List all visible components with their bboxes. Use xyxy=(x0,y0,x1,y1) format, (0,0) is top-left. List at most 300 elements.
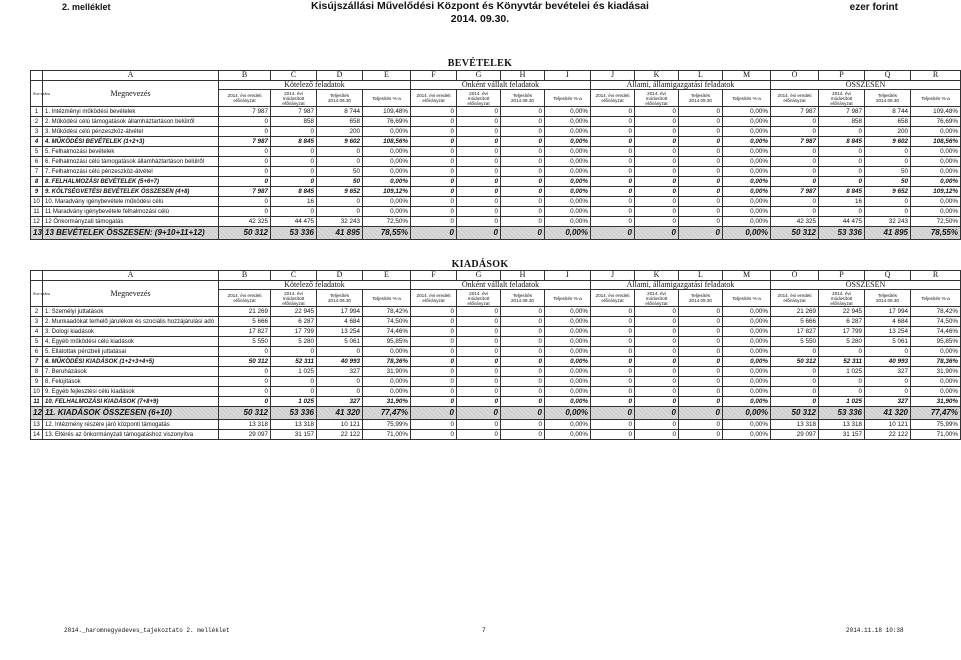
row-number: 5 xyxy=(31,337,43,347)
value-cell: 0 xyxy=(771,347,819,357)
value-cell: 0 xyxy=(679,217,723,227)
sub-header-cell: Teljesítés 2014.09.30 xyxy=(501,90,545,107)
value-cell: 0,00% xyxy=(545,387,591,397)
value-cell: 0 xyxy=(679,347,723,357)
table-row xyxy=(31,357,961,367)
column-letter: L xyxy=(679,271,723,281)
sub-header-cell: Teljesítés 2014.09.30 xyxy=(865,90,911,107)
value-cell: 0 xyxy=(501,420,545,430)
row-label: 9. KÖLTSÉGVETÉSI BEVÉTELEK ÖSSZESEN (4+8) xyxy=(43,187,219,197)
value-cell: 0 xyxy=(819,387,865,397)
value-cell: 0 xyxy=(501,127,545,137)
value-cell: 0 xyxy=(457,367,501,377)
sub-header-cell: 2014. évi eredeti előirányzat xyxy=(591,290,635,307)
value-cell: 0,00% xyxy=(545,307,591,317)
value-cell: 0 xyxy=(411,197,457,207)
value-cell: 0 xyxy=(591,217,635,227)
value-cell: 0 xyxy=(635,107,679,117)
row-number: 10 xyxy=(31,387,43,397)
value-cell: 0 xyxy=(501,387,545,397)
value-cell: 0 xyxy=(317,197,363,207)
column-letter: C xyxy=(271,271,317,281)
group-header-row xyxy=(31,81,961,90)
table-row xyxy=(31,337,961,347)
value-cell: 0 xyxy=(591,387,635,397)
value-cell: 0 xyxy=(771,377,819,387)
value-cell: 0 xyxy=(457,327,501,337)
value-cell: 74,50% xyxy=(911,317,961,327)
sub-header-cell: 2014. évi módosított előirányzat xyxy=(819,90,865,107)
value-cell: 0,00% xyxy=(363,347,411,357)
value-cell: 53 336 xyxy=(819,407,865,420)
value-cell: 0 xyxy=(457,197,501,207)
value-cell: 22 945 xyxy=(819,307,865,317)
value-cell: 0 xyxy=(865,197,911,207)
value-cell: 0 xyxy=(635,227,679,240)
value-cell: 53 336 xyxy=(819,227,865,240)
value-cell: 0,00% xyxy=(723,137,771,147)
column-letter: F xyxy=(411,71,457,81)
row-label: 2. Munkaadókat terhelő járulékok és szociális hozzájárulási adó xyxy=(43,317,219,327)
value-cell: 0,00% xyxy=(723,107,771,117)
value-cell: 0,00% xyxy=(363,177,411,187)
value-cell: 7 987 xyxy=(771,187,819,197)
table-row xyxy=(31,387,961,397)
value-cell: 0,00% xyxy=(545,197,591,207)
value-cell: 9 652 xyxy=(865,187,911,197)
value-cell: 0 xyxy=(679,387,723,397)
value-cell: 0,00% xyxy=(545,207,591,217)
value-cell: 5 666 xyxy=(771,317,819,327)
column-letter: I xyxy=(545,71,591,81)
value-cell: 0 xyxy=(219,147,271,157)
value-cell: 0 xyxy=(501,167,545,177)
value-cell: 0 xyxy=(771,367,819,377)
value-cell: 0 xyxy=(271,207,317,217)
sub-header-cell: 2014. évi módosított előirányzat xyxy=(457,90,501,107)
row-label: 12. Intézmény részére járó központi támogatás xyxy=(43,420,219,430)
value-cell: 0 xyxy=(271,147,317,157)
value-cell: 31 157 xyxy=(819,430,865,440)
value-cell: 52 311 xyxy=(271,357,317,367)
corner-cell xyxy=(31,271,43,281)
value-cell: 0 xyxy=(411,357,457,367)
sub-header-cell: Teljesítés 2014.09.30 xyxy=(317,90,363,107)
sub-header-cell: 2014. évi eredeti előirányzat xyxy=(771,290,819,307)
value-cell: 4 684 xyxy=(865,317,911,327)
value-cell: 0 xyxy=(411,407,457,420)
value-cell: 0 xyxy=(457,430,501,440)
value-cell: 31 157 xyxy=(271,430,317,440)
value-cell: 0 xyxy=(219,377,271,387)
row-label: 2. Működési célú támogatások államháztartáson belülről xyxy=(43,117,219,127)
row-label: 5. Felhalmozási bevételek xyxy=(43,147,219,157)
value-cell: 0 xyxy=(411,420,457,430)
value-cell: 0 xyxy=(317,157,363,167)
value-cell: 0,00% xyxy=(723,217,771,227)
value-cell: 0 xyxy=(219,177,271,187)
value-cell: 0,00% xyxy=(545,317,591,327)
value-cell: 31,90% xyxy=(911,367,961,377)
unit-label: ezer forint xyxy=(849,2,898,13)
value-cell: 0,00% xyxy=(723,147,771,157)
value-cell: 40 993 xyxy=(317,357,363,367)
value-cell: 0 xyxy=(679,187,723,197)
group-header: ÖSSZESEN xyxy=(771,281,961,290)
value-cell: 0 xyxy=(679,197,723,207)
value-cell: 0,00% xyxy=(911,177,961,187)
row-label: 13 BEVÉTELEK ÖSSZESEN: (9+10+11+12) xyxy=(43,227,219,240)
value-cell: 858 xyxy=(271,117,317,127)
table-row xyxy=(31,137,961,147)
value-cell: 0,00% xyxy=(911,347,961,357)
row-number: 12 xyxy=(31,217,43,227)
footer-filename: 2014._haromnegyedeves_tajekoztato 2. melléklet xyxy=(64,627,230,634)
expenditure-table xyxy=(30,270,961,440)
table-row xyxy=(31,177,961,187)
row-number: 9 xyxy=(31,187,43,197)
sub-header-cell: Teljesítés 2014.09.30 xyxy=(865,290,911,307)
value-cell: 0,00% xyxy=(723,157,771,167)
value-cell: 1 025 xyxy=(819,367,865,377)
value-cell: 0 xyxy=(317,377,363,387)
value-cell: 8 744 xyxy=(317,107,363,117)
value-cell: 7 987 xyxy=(819,107,865,117)
row-number: 13 xyxy=(31,227,43,240)
value-cell: 0 xyxy=(457,137,501,147)
value-cell: 22 122 xyxy=(317,430,363,440)
table-row xyxy=(31,167,961,177)
row-number: 14 xyxy=(31,430,43,440)
value-cell: 31,90% xyxy=(363,397,411,407)
value-cell: 0 xyxy=(501,407,545,420)
value-cell: 5 280 xyxy=(819,337,865,347)
value-cell: 0 xyxy=(591,157,635,167)
value-cell: 0 xyxy=(679,137,723,147)
value-cell: 13 318 xyxy=(819,420,865,430)
value-cell: 0 xyxy=(591,177,635,187)
value-cell: 44 475 xyxy=(271,217,317,227)
value-cell: 0,00% xyxy=(545,347,591,357)
table-row xyxy=(31,307,961,317)
value-cell: 7 987 xyxy=(771,107,819,117)
value-cell: 0,00% xyxy=(363,167,411,177)
value-cell: 0 xyxy=(679,117,723,127)
value-cell: 0 xyxy=(591,407,635,420)
value-cell: 0 xyxy=(635,167,679,177)
table-row xyxy=(31,147,961,157)
value-cell: 0,00% xyxy=(723,397,771,407)
row-number: 12 xyxy=(31,407,43,420)
value-cell: 0 xyxy=(219,397,271,407)
value-cell: 0 xyxy=(501,137,545,147)
value-cell: 0 xyxy=(635,307,679,317)
value-cell: 0 xyxy=(679,367,723,377)
value-cell: 0 xyxy=(635,430,679,440)
value-cell: 327 xyxy=(317,367,363,377)
value-cell: 75,99% xyxy=(911,420,961,430)
value-cell: 0,00% xyxy=(545,367,591,377)
title-line-1: Kisújszállási Művelődési Központ és Könyvtár bevételei és kiadásai xyxy=(311,0,649,12)
value-cell: 50 312 xyxy=(219,357,271,367)
value-cell: 0 xyxy=(411,307,457,317)
row-number: 3 xyxy=(31,317,43,327)
value-cell: 0 xyxy=(819,147,865,157)
name-header: Megnevezés xyxy=(43,81,219,107)
sub-header-cell: Teljesítés %-a xyxy=(363,290,411,307)
value-cell: 76,69% xyxy=(363,117,411,127)
value-cell: 0,00% xyxy=(723,197,771,207)
value-cell: 0 xyxy=(771,207,819,217)
table-row xyxy=(31,327,961,337)
value-cell: 0 xyxy=(411,147,457,157)
value-cell: 0 xyxy=(771,117,819,127)
value-cell: 0,00% xyxy=(911,197,961,207)
value-cell: 0 xyxy=(635,337,679,347)
value-cell: 0 xyxy=(591,430,635,440)
value-cell: 0 xyxy=(271,377,317,387)
value-cell: 42 325 xyxy=(771,217,819,227)
column-letter: C xyxy=(271,71,317,81)
group-header: Önként vállalt feladatok xyxy=(411,281,591,290)
value-cell: 0 xyxy=(501,177,545,187)
value-cell: 5 061 xyxy=(865,337,911,347)
value-cell: 0 xyxy=(411,207,457,217)
value-cell: 0 xyxy=(771,177,819,187)
column-letter-row xyxy=(31,71,961,81)
value-cell: 0 xyxy=(635,217,679,227)
value-cell: 17 827 xyxy=(219,327,271,337)
revenue-table xyxy=(30,70,961,240)
table-row xyxy=(31,127,961,137)
value-cell: 7 987 xyxy=(271,107,317,117)
value-cell: 78,55% xyxy=(363,227,411,240)
value-cell: 42 325 xyxy=(219,217,271,227)
row-label: 7. Beruházások xyxy=(43,367,219,377)
value-cell: 0 xyxy=(679,127,723,137)
row-number: 7 xyxy=(31,357,43,367)
sub-header-cell: 2014. évi módosított előirányzat xyxy=(635,290,679,307)
sub-header-cell: 2014. évi eredeti előirányzat xyxy=(411,290,457,307)
value-cell: 0 xyxy=(679,397,723,407)
value-cell: 0 xyxy=(317,147,363,157)
row-label: 13. Eltérés az önkormányzati támogatáshoz viszonyítva xyxy=(43,430,219,440)
value-cell: 0 xyxy=(635,207,679,217)
value-cell: 0 xyxy=(591,307,635,317)
row-number: 9 xyxy=(31,377,43,387)
value-cell: 78,55% xyxy=(911,227,961,240)
value-cell: 74,50% xyxy=(363,317,411,327)
value-cell: 32 243 xyxy=(865,217,911,227)
value-cell: 0 xyxy=(635,327,679,337)
value-cell: 0 xyxy=(219,167,271,177)
value-cell: 21 269 xyxy=(771,307,819,317)
value-cell: 0 xyxy=(457,377,501,387)
value-cell: 71,00% xyxy=(363,430,411,440)
value-cell: 78,42% xyxy=(911,307,961,317)
value-cell: 0 xyxy=(819,167,865,177)
row-label: 11. KIADÁSOK ÖSSZESEN (6+10) xyxy=(43,407,219,420)
value-cell: 0,00% xyxy=(545,147,591,157)
value-cell: 72,50% xyxy=(363,217,411,227)
value-cell: 0 xyxy=(411,167,457,177)
value-cell: 0 xyxy=(679,207,723,217)
value-cell: 50 312 xyxy=(771,407,819,420)
sub-header-cell: Teljesítés %-a xyxy=(545,290,591,307)
value-cell: 0 xyxy=(635,347,679,357)
value-cell: 0 xyxy=(819,207,865,217)
row-label: 3. Működési célú pénzeszköz-átvétel xyxy=(43,127,219,137)
table-row xyxy=(31,367,961,377)
value-cell: 0 xyxy=(271,127,317,137)
value-cell: 0 xyxy=(679,227,723,240)
sub-header-cell: Teljesítés %-a xyxy=(723,90,771,107)
value-cell: 0 xyxy=(457,227,501,240)
value-cell: 0 xyxy=(501,377,545,387)
value-cell: 0,00% xyxy=(545,377,591,387)
value-cell: 0 xyxy=(501,107,545,117)
value-cell: 0 xyxy=(411,157,457,167)
sub-header-cell: 2014. évi módosított előirányzat xyxy=(271,290,317,307)
expenditure-title: KIADÁSOK xyxy=(451,259,509,270)
value-cell: 0 xyxy=(411,117,457,127)
value-cell: 13 318 xyxy=(271,420,317,430)
value-cell: 0 xyxy=(679,377,723,387)
value-cell: 658 xyxy=(865,117,911,127)
row-number-header: Sor-szám xyxy=(31,81,43,107)
row-number: 8 xyxy=(31,177,43,187)
value-cell: 0 xyxy=(411,327,457,337)
column-letter: D xyxy=(317,71,363,81)
value-cell: 0,00% xyxy=(545,217,591,227)
value-cell: 41 320 xyxy=(317,407,363,420)
value-cell: 17 994 xyxy=(317,307,363,317)
column-letter: Q xyxy=(865,271,911,281)
table-row xyxy=(31,420,961,430)
value-cell: 0 xyxy=(271,387,317,397)
footer-timestamp: 2014.11.18 10:38 xyxy=(846,627,904,634)
value-cell: 0 xyxy=(865,157,911,167)
value-cell: 0,00% xyxy=(363,197,411,207)
sub-header-cell: 2014. évi módosított előirányzat xyxy=(271,90,317,107)
row-label: 1. Személyi juttatások xyxy=(43,307,219,317)
value-cell: 200 xyxy=(317,127,363,137)
value-cell: 0,00% xyxy=(363,127,411,137)
value-cell: 7 987 xyxy=(219,137,271,147)
row-number: 3 xyxy=(31,127,43,137)
value-cell: 0,00% xyxy=(723,167,771,177)
value-cell: 31,90% xyxy=(363,367,411,377)
value-cell: 109,12% xyxy=(363,187,411,197)
value-cell: 13 254 xyxy=(317,327,363,337)
value-cell: 0,00% xyxy=(723,127,771,137)
value-cell: 0 xyxy=(591,207,635,217)
value-cell: 0,00% xyxy=(723,337,771,347)
value-cell: 95,85% xyxy=(911,337,961,347)
value-cell: 0 xyxy=(457,217,501,227)
value-cell: 0 xyxy=(457,337,501,347)
value-cell: 0,00% xyxy=(911,387,961,397)
value-cell: 0 xyxy=(501,227,545,240)
column-letter: D xyxy=(317,271,363,281)
row-number: 11 xyxy=(31,207,43,217)
row-number: 2 xyxy=(31,307,43,317)
value-cell: 0 xyxy=(501,317,545,327)
sub-header-cell: 2014. évi eredeti előirányzat xyxy=(591,90,635,107)
title-line-2: 2014. 09.30. xyxy=(450,13,510,25)
footer-page-number: 7 xyxy=(482,627,486,634)
value-cell: 109,48% xyxy=(363,107,411,117)
value-cell: 0 xyxy=(457,387,501,397)
value-cell: 13 318 xyxy=(771,420,819,430)
row-label: 10. Maradvány igénybevétele működési célú xyxy=(43,197,219,207)
row-number: 6 xyxy=(31,347,43,357)
group-header: Kötelező feladatok xyxy=(219,281,411,290)
row-number: 4 xyxy=(31,327,43,337)
value-cell: 29 097 xyxy=(219,430,271,440)
row-number: 13 xyxy=(31,420,43,430)
value-cell: 0 xyxy=(457,397,501,407)
row-label: 8. FELHALMOZÁSI BEVÉTELEK (5+6+7) xyxy=(43,177,219,187)
value-cell: 108,56% xyxy=(911,137,961,147)
column-letter: B xyxy=(219,271,271,281)
value-cell: 0,00% xyxy=(545,357,591,367)
corner-cell xyxy=(31,71,43,81)
group-header: ÖSSZESEN xyxy=(771,81,961,90)
value-cell: 0,00% xyxy=(723,347,771,357)
value-cell: 0 xyxy=(317,387,363,397)
value-cell: 7 987 xyxy=(219,187,271,197)
value-cell: 32 243 xyxy=(317,217,363,227)
sub-header-cell: Teljesítés 2014.09.30 xyxy=(679,90,723,107)
value-cell: 74,46% xyxy=(911,327,961,337)
value-cell: 0 xyxy=(219,197,271,207)
value-cell: 0,00% xyxy=(545,177,591,187)
value-cell: 0 xyxy=(635,157,679,167)
table-row xyxy=(31,217,961,227)
table-row xyxy=(31,207,961,217)
value-cell: 44 475 xyxy=(819,217,865,227)
value-cell: 0 xyxy=(591,227,635,240)
value-cell: 0,00% xyxy=(545,167,591,177)
sub-header-cell: 2014. évi eredeti előirányzat xyxy=(219,290,271,307)
value-cell: 327 xyxy=(865,367,911,377)
value-cell: 50 xyxy=(865,177,911,187)
value-cell: 0,00% xyxy=(545,337,591,347)
value-cell: 0,00% xyxy=(723,207,771,217)
value-cell: 0,00% xyxy=(363,157,411,167)
sub-header-cell: Teljesítés %-a xyxy=(911,90,961,107)
value-cell: 0,00% xyxy=(911,127,961,137)
value-cell: 0,00% xyxy=(723,327,771,337)
value-cell: 0 xyxy=(457,177,501,187)
value-cell: 0 xyxy=(457,127,501,137)
value-cell: 0,00% xyxy=(911,167,961,177)
value-cell: 77,47% xyxy=(363,407,411,420)
value-cell: 0,00% xyxy=(723,227,771,240)
value-cell: 0,00% xyxy=(545,187,591,197)
value-cell: 0 xyxy=(457,420,501,430)
value-cell: 0,00% xyxy=(545,127,591,137)
value-cell: 50 312 xyxy=(771,357,819,367)
value-cell: 95,85% xyxy=(363,337,411,347)
row-label: 11 Maradvány igénybevétele felhalmozási célú xyxy=(43,207,219,217)
value-cell: 6 287 xyxy=(819,317,865,327)
value-cell: 0 xyxy=(501,217,545,227)
column-letter: H xyxy=(501,271,545,281)
value-cell: 0 xyxy=(501,347,545,357)
value-cell: 52 311 xyxy=(819,357,865,367)
